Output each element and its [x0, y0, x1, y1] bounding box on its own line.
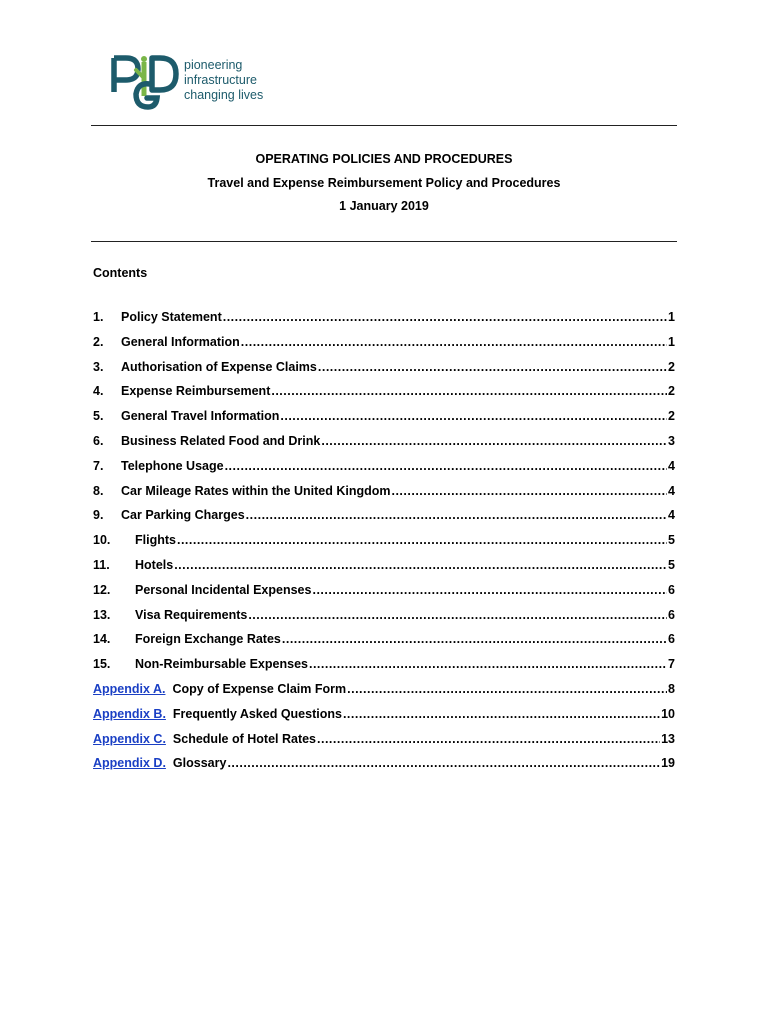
toc-number: 1. [93, 310, 104, 324]
toc-number: 3. [93, 359, 104, 374]
document-title-block [91, 150, 677, 221]
toc-entry-foreign-exchange[interactable] [93, 632, 675, 657]
toc-number: 5. [93, 409, 104, 424]
toc-page-number: 2 [668, 359, 675, 374]
toc-leader-dots [225, 459, 667, 473]
toc-label: Business Related Food and Drink [121, 433, 321, 448]
toc-label: Copy of Expense Claim Form [172, 681, 347, 696]
toc-page-number: 6 [668, 607, 675, 622]
toc-label: Foreign Exchange Rates [135, 632, 281, 647]
company-logo [110, 52, 263, 112]
toc-entry-hotels[interactable] [93, 558, 675, 583]
toc-label: Car Parking Charges [121, 508, 245, 523]
toc-number: 14. [93, 632, 111, 647]
toc-leader-dots [347, 682, 667, 696]
toc-label: Telephone Usage [121, 458, 224, 473]
toc-page-number: 7 [668, 657, 675, 672]
appendix-link[interactable]: Appendix C. [93, 731, 166, 746]
toc-label: General Travel Information [121, 409, 280, 424]
bottom-divider [91, 241, 677, 242]
toc-label: General Information [121, 334, 240, 349]
toc-page-number: 10 [661, 706, 675, 721]
appendix-link[interactable]: Appendix A. [93, 681, 166, 696]
toc-page-number: 5 [668, 533, 675, 548]
toc-label: Personal Incidental Expenses [135, 582, 312, 597]
toc-entry-food-and-drink[interactable] [93, 434, 675, 459]
toc-label: Car Mileage Rates within the United Kingdom [121, 483, 391, 498]
toc-leader-dots [312, 583, 667, 597]
toc-page-number: 8 [668, 681, 675, 696]
toc-leader-dots [318, 360, 667, 374]
toc-leader-dots [248, 608, 667, 622]
appendix-link[interactable]: Appendix B. [93, 706, 166, 721]
toc-leader-dots [343, 707, 660, 721]
toc-page-number: 1 [668, 334, 675, 349]
table-of-contents [93, 310, 675, 781]
toc-entry-appendix-c[interactable] [93, 732, 675, 757]
toc-label: Schedule of Hotel Rates [172, 731, 317, 746]
toc-page-number: 6 [668, 582, 675, 597]
toc-entry-personal-incidental[interactable] [93, 583, 675, 608]
toc-entry-non-reimbursable[interactable] [93, 657, 675, 682]
toc-leader-dots [271, 384, 667, 398]
toc-page-number: 6 [668, 632, 675, 647]
toc-entry-appendix-d[interactable] [93, 756, 675, 781]
toc-label: Glossary [172, 756, 227, 771]
toc-label: Frequently Asked Questions [172, 706, 342, 721]
toc-number: 10. [93, 533, 111, 548]
toc-number: 9. [93, 508, 104, 523]
toc-number: 6. [93, 433, 104, 448]
toc-label: Hotels [135, 557, 174, 572]
toc-number: 7. [93, 458, 104, 473]
appendix-link[interactable]: Appendix D. [93, 756, 166, 771]
toc-page-number: 19 [661, 756, 675, 771]
toc-leader-dots [174, 558, 667, 572]
toc-entry-policy-statement[interactable] [93, 310, 675, 335]
contents-heading: Contents [93, 266, 148, 280]
toc-entry-telephone-usage[interactable] [93, 459, 675, 484]
toc-entry-car-parking[interactable] [93, 508, 675, 533]
toc-label: Visa Requirements [135, 607, 248, 622]
logo-tagline [184, 58, 263, 103]
toc-leader-dots [321, 434, 667, 448]
toc-page-number: 1 [668, 310, 675, 324]
toc-leader-dots [177, 533, 667, 547]
toc-entry-expense-reimbursement[interactable] [93, 384, 675, 409]
toc-entry-appendix-b[interactable] [93, 707, 675, 732]
toc-entry-authorisation[interactable] [93, 360, 675, 385]
document-date: 1 January 2019 [339, 199, 429, 213]
toc-number: 11. [93, 557, 110, 572]
toc-leader-dots [317, 732, 660, 746]
toc-page-number: 5 [668, 557, 675, 572]
toc-label: Expense Reimbursement [121, 384, 271, 399]
toc-leader-dots [227, 756, 660, 770]
toc-number: 15. [93, 657, 111, 672]
toc-page-number: 2 [668, 384, 675, 399]
toc-page-number: 4 [668, 458, 675, 473]
toc-entry-appendix-a[interactable] [93, 682, 675, 707]
toc-number: 13. [93, 607, 111, 622]
toc-label: Flights [135, 533, 176, 548]
toc-page-number: 3 [668, 433, 675, 448]
toc-entry-general-travel[interactable] [93, 409, 675, 434]
toc-entry-flights[interactable] [93, 533, 675, 558]
toc-leader-dots [246, 508, 667, 522]
toc-page-number: 4 [668, 483, 675, 498]
pidg-logo-mark [110, 52, 182, 112]
toc-leader-dots [282, 632, 667, 646]
toc-label: Authorisation of Expense Claims [121, 359, 317, 374]
toc-page-number: 2 [668, 409, 675, 424]
toc-page-number: 13 [661, 731, 675, 746]
toc-number: 8. [93, 483, 104, 498]
toc-leader-dots [309, 657, 667, 671]
toc-leader-dots [280, 409, 667, 423]
toc-leader-dots [241, 335, 667, 349]
document-title: Travel and Expense Reimbursement Policy and Procedures [207, 175, 561, 190]
toc-number: 12. [93, 582, 111, 597]
toc-leader-dots [223, 310, 667, 324]
toc-entry-visa-requirements[interactable] [93, 608, 675, 633]
tagline-line: infrastructure [184, 73, 257, 87]
toc-number: 4. [93, 384, 104, 399]
toc-label: Policy Statement [121, 310, 222, 324]
toc-entry-general-information[interactable] [93, 335, 675, 360]
top-divider [91, 125, 677, 126]
toc-leader-dots [391, 484, 667, 498]
toc-page-number: 4 [668, 508, 675, 523]
document-category: OPERATING POLICIES AND PROCEDURES [255, 152, 513, 166]
tagline-line: pioneering [184, 58, 243, 72]
toc-entry-car-mileage[interactable] [93, 484, 675, 509]
tagline-line: changing lives [184, 88, 264, 102]
toc-label: Non-Reimbursable Expenses [135, 657, 308, 672]
toc-number: 2. [93, 334, 104, 349]
